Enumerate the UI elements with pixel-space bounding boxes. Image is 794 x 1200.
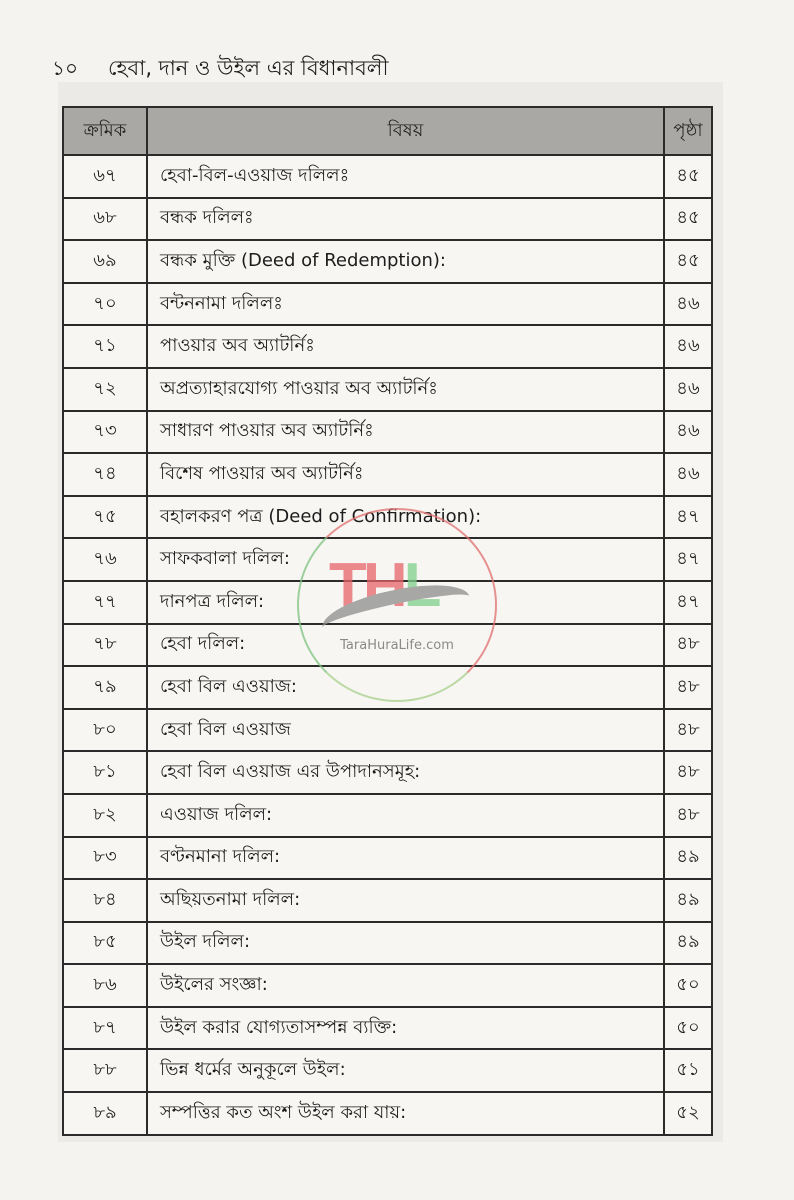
- page-cell: ৫২: [664, 1092, 712, 1135]
- column-header-subject: বিষয়: [147, 107, 664, 155]
- serial-cell: ৭৫: [63, 496, 147, 539]
- table-header-row: [63, 107, 712, 155]
- page-cell: ৪৯: [664, 879, 712, 922]
- table-row: [63, 198, 712, 241]
- page-cell: ৪৭: [664, 538, 712, 581]
- page-cell: ৪৮: [664, 751, 712, 794]
- serial-cell: ৬৯: [63, 240, 147, 283]
- subject-cell: সাধারণ পাওয়ার অব অ্যাটর্নিঃ: [147, 411, 664, 454]
- page-cell: ৪৮: [664, 709, 712, 752]
- table-row: [63, 794, 712, 837]
- page-cell: ৪৮: [664, 624, 712, 667]
- table-row: [63, 837, 712, 880]
- table-row: [63, 1092, 712, 1135]
- page-cell: ৪৭: [664, 581, 712, 624]
- serial-cell: ৮৪: [63, 879, 147, 922]
- serial-cell: ৮৫: [63, 922, 147, 965]
- serial-cell: ৮৩: [63, 837, 147, 880]
- subject-cell: বণ্টনমানা দলিল:: [147, 837, 664, 880]
- page-cell: ৫১: [664, 1049, 712, 1092]
- serial-cell: ৭৩: [63, 411, 147, 454]
- serial-cell: ৭১: [63, 325, 147, 368]
- serial-cell: ৭৯: [63, 666, 147, 709]
- subject-cell: হেবা-বিল-এওয়াজ দলিলঃ: [147, 155, 664, 198]
- page-cell: ৪৬: [664, 411, 712, 454]
- serial-cell: ৭৭: [63, 581, 147, 624]
- serial-cell: ৮০: [63, 709, 147, 752]
- serial-cell: ৮৯: [63, 1092, 147, 1135]
- subject-cell: হেবা বিল এওয়াজ: [147, 709, 664, 752]
- page-cell: ৪৭: [664, 496, 712, 539]
- page-cell: ৪৮: [664, 666, 712, 709]
- serial-cell: ৬৭: [63, 155, 147, 198]
- table-row: [63, 1007, 712, 1050]
- subject-cell: পাওয়ার অব অ্যাটর্নিঃ: [147, 325, 664, 368]
- subject-cell: হেবা দলিল:: [147, 624, 664, 667]
- subject-cell: উইলের সংজ্ঞা:: [147, 964, 664, 1007]
- table-row: [63, 922, 712, 965]
- serial-cell: ৮১: [63, 751, 147, 794]
- subject-cell: উইল করার যোগ্যতাসম্পন্ন ব্যক্তি:: [147, 1007, 664, 1050]
- serial-cell: ৮৭: [63, 1007, 147, 1050]
- table-row: [63, 1049, 712, 1092]
- subject-cell: বিশেষ পাওয়ার অব অ্যাটর্নিঃ: [147, 453, 664, 496]
- subject-cell: বন্টননামা দলিলঃ: [147, 283, 664, 326]
- subject-cell: দানপত্র দলিল:: [147, 581, 664, 624]
- subject-cell: এওয়াজ দলিল:: [147, 794, 664, 837]
- serial-cell: ৬৮: [63, 198, 147, 241]
- page-cell: ৪৬: [664, 368, 712, 411]
- table-row: [63, 240, 712, 283]
- serial-cell: ৮৬: [63, 964, 147, 1007]
- watermark-site: TaraHuraLife.com: [340, 638, 454, 653]
- table-row: [63, 964, 712, 1007]
- page-number: ১০: [52, 56, 78, 80]
- page-cell: ৪৬: [664, 453, 712, 496]
- page-cell: ৫০: [664, 964, 712, 1007]
- serial-cell: ৭৬: [63, 538, 147, 581]
- serial-cell: ৭৮: [63, 624, 147, 667]
- subject-cell: উইল দলিল:: [147, 922, 664, 965]
- page-cell: ৫০: [664, 1007, 712, 1050]
- column-header-serial: ক্রমিক: [63, 107, 147, 155]
- subject-cell: সাফকবালা দলিল:: [147, 538, 664, 581]
- serial-cell: ৮২: [63, 794, 147, 837]
- table-row: [63, 283, 712, 326]
- subject-cell: অপ্রত্যাহারযোগ্য পাওয়ার অব অ্যাটর্নিঃ: [147, 368, 664, 411]
- table-row: [63, 453, 712, 496]
- subject-cell: হেবা বিল এওয়াজ এর উপাদানসমূহ:: [147, 751, 664, 794]
- table-row: [63, 709, 712, 752]
- table-row: [63, 581, 712, 624]
- subject-cell: সম্পত্তির কত অংশ উইল করা যায়:: [147, 1092, 664, 1135]
- subject-cell: বন্ধক মুক্তি (Deed of Redemption):: [147, 240, 664, 283]
- page-cell: ৪৬: [664, 325, 712, 368]
- page-cell: ৪৫: [664, 198, 712, 241]
- subject-cell: হেবা বিল এওয়াজ:: [147, 666, 664, 709]
- table-row: [63, 325, 712, 368]
- column-header-page: পৃষ্ঠা: [664, 107, 712, 155]
- subject-cell: বন্ধক দলিলঃ: [147, 198, 664, 241]
- table-row: [63, 751, 712, 794]
- table-row: [63, 538, 712, 581]
- table-row: [63, 624, 712, 667]
- page-cell: ৪৫: [664, 240, 712, 283]
- page-cell: ৪৯: [664, 922, 712, 965]
- table-row: [63, 368, 712, 411]
- subject-cell: বহালকরণ পত্র (Deed of Confirmation):: [147, 496, 664, 539]
- page-cell: ৪৫: [664, 155, 712, 198]
- serial-cell: ৭২: [63, 368, 147, 411]
- book-title: হেবা, দান ও উইল এর বিধানাবলী: [107, 56, 389, 80]
- subject-cell: অছিয়তনামা দলিল:: [147, 879, 664, 922]
- running-header: [52, 52, 388, 87]
- serial-cell: ৭০: [63, 283, 147, 326]
- watermark-logo-mark: THL: [329, 551, 438, 620]
- table-row: [63, 155, 712, 198]
- table-row: [63, 666, 712, 709]
- page-cell: ৪৯: [664, 837, 712, 880]
- table-row: [63, 879, 712, 922]
- page-cell: ৪৬: [664, 283, 712, 326]
- serial-cell: ৭৪: [63, 453, 147, 496]
- subject-cell: ভিন্ন ধর্মের অনুকূলে উইল:: [147, 1049, 664, 1092]
- page-cell: ৪৮: [664, 794, 712, 837]
- table-row: [63, 411, 712, 454]
- serial-cell: ৮৮: [63, 1049, 147, 1092]
- contents-table: [62, 106, 713, 1136]
- table-row: [63, 496, 712, 539]
